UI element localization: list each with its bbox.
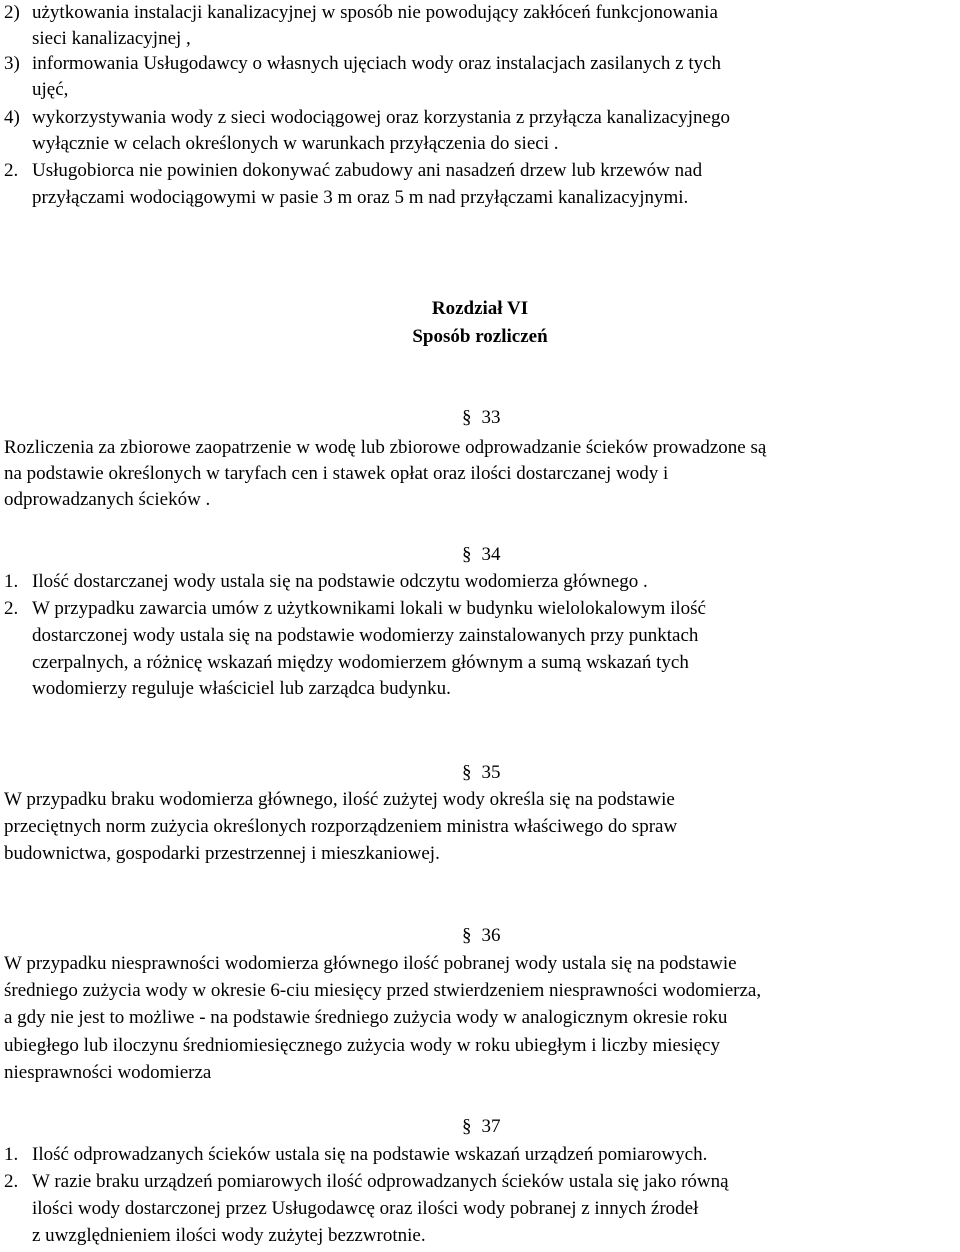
section-35-heading bbox=[462, 762, 501, 784]
chapter-title: Rozdział VI bbox=[431, 298, 529, 319]
section-36-line: W przypadku niesprawności wodomierza głównego ilość pobranej wody ustala się na podstawie bbox=[4, 953, 737, 974]
list-item-number: 3) bbox=[4, 53, 20, 74]
section-number: 36 bbox=[481, 925, 501, 946]
paragraph-sign: § bbox=[462, 407, 472, 428]
section-number: 37 bbox=[481, 1116, 501, 1137]
section-36-line: a gdy nie jest to możliwe - na podstawie średniego zużycia wody w analogicznym okresie roku bbox=[4, 1007, 728, 1028]
section-34-line: W przypadku zawarcia umów z użytkownikami lokali w budynku wielolokalowym ilość bbox=[32, 598, 706, 619]
section-33-line: Rozliczenia za zbiorowe zaopatrzenie w wodę lub zbiorowe odprowadzanie ścieków prowadzone są bbox=[4, 437, 767, 458]
list-item-number: 1. bbox=[4, 1144, 19, 1165]
list-item-number: 2. bbox=[4, 160, 19, 181]
list-item-number: 1. bbox=[4, 571, 19, 592]
list-item-number: 2. bbox=[4, 598, 19, 619]
paragraph-sign: § bbox=[462, 1116, 472, 1137]
paragraph-sign: § bbox=[462, 925, 472, 946]
list-item-text: ujęć, bbox=[32, 79, 69, 100]
section-33-line: na podstawie określonych w taryfach cen i stawek opłat oraz ilości dostarczanej wody i bbox=[4, 463, 669, 484]
section-34-heading bbox=[462, 544, 501, 566]
section-number: 35 bbox=[481, 762, 501, 783]
list-item-number: 4) bbox=[4, 107, 20, 128]
section-35-line: W przypadku braku wodomierza głównego, ilość zużytej wody określa się na podstawie bbox=[4, 789, 675, 810]
section-33-line: odprowadzanych ścieków . bbox=[4, 489, 211, 510]
list-item-text: wyłącznie w celach określonych w warunkach przyłączenia do sieci . bbox=[32, 133, 559, 154]
section-34-line: dostarczonej wody ustala się na podstawie wodomierzy zainstalowanych przy punktach bbox=[32, 625, 699, 646]
list-item-text: przyłączami wodociągowymi w pasie 3 m oraz 5 m nad przyłączami kanalizacyjnymi. bbox=[32, 187, 689, 208]
section-36-heading bbox=[462, 925, 501, 947]
section-34-line: czerpalnych, a różnicę wskazań między wodomierzem głównym a sumą wskazań tych bbox=[32, 652, 689, 673]
list-item-text: sieci kanalizacyjnej , bbox=[32, 28, 191, 49]
section-34-line: wodomierzy reguluje właściciel lub zarządca budynku. bbox=[32, 678, 451, 699]
section-36-line: ubiegłego lub iloczynu średniomiesięcznego zużycia wody w roku ubiegłym i liczby miesięcy bbox=[4, 1035, 720, 1056]
list-item-text: informowania Usługodawcy o własnych ujęciach wody oraz instalacjach zasilanych z tych bbox=[32, 53, 722, 74]
list-item-number: 2) bbox=[4, 2, 20, 23]
list-item-text: użytkowania instalacji kanalizacyjnej w sposób nie powodujący zakłóceń funkcjonowania bbox=[32, 2, 718, 23]
list-item-number: 2. bbox=[4, 1171, 19, 1192]
section-number: 33 bbox=[481, 407, 501, 428]
list-item-text: wykorzystywania wody z sieci wodociągowej oraz korzystania z przyłącza kanalizacyjnego bbox=[32, 107, 730, 128]
paragraph-sign: § bbox=[462, 762, 472, 783]
section-37-heading bbox=[462, 1116, 501, 1138]
section-35-line: przeciętnych norm zużycia określonych rozporządzeniem ministra właściwego do spraw bbox=[4, 816, 678, 837]
section-number: 34 bbox=[481, 544, 501, 565]
section-37-line: Ilość odprowadzanych ścieków ustala się na podstawie wskazań urządzeń pomiarowych. bbox=[32, 1144, 708, 1165]
section-33-heading bbox=[462, 407, 501, 429]
section-36-line: niesprawności wodomierza bbox=[4, 1062, 212, 1083]
section-37-line: W razie braku urządzeń pomiarowych ilość odprowadzanych ścieków ustala się jako równą bbox=[32, 1171, 729, 1192]
section-34-line: Ilość dostarczanej wody ustala się na podstawie odczytu wodomierza głównego . bbox=[32, 571, 648, 592]
section-37-line: ilości wody dostarczonej przez Usługodawcę oraz ilości wody pobranej z innych źrodeł bbox=[32, 1198, 699, 1219]
section-36-line: średniego zużycia wody w okresie 6-ciu miesięcy przed stwierdzeniem niesprawności wodomierza, bbox=[4, 980, 762, 1001]
list-item-text: Usługobiorca nie powinien dokonywać zabudowy ani nasadzeń drzew lub krzewów nad bbox=[32, 160, 703, 181]
paragraph-sign: § bbox=[462, 544, 472, 565]
section-35-line: budownictwa, gospodarki przestrzennej i mieszkaniowej. bbox=[4, 843, 440, 864]
chapter-subtitle: Sposób rozliczeń bbox=[412, 326, 548, 347]
section-37-line: z uwzględnieniem ilości wody zużytej bezzwrotnie. bbox=[32, 1225, 426, 1246]
